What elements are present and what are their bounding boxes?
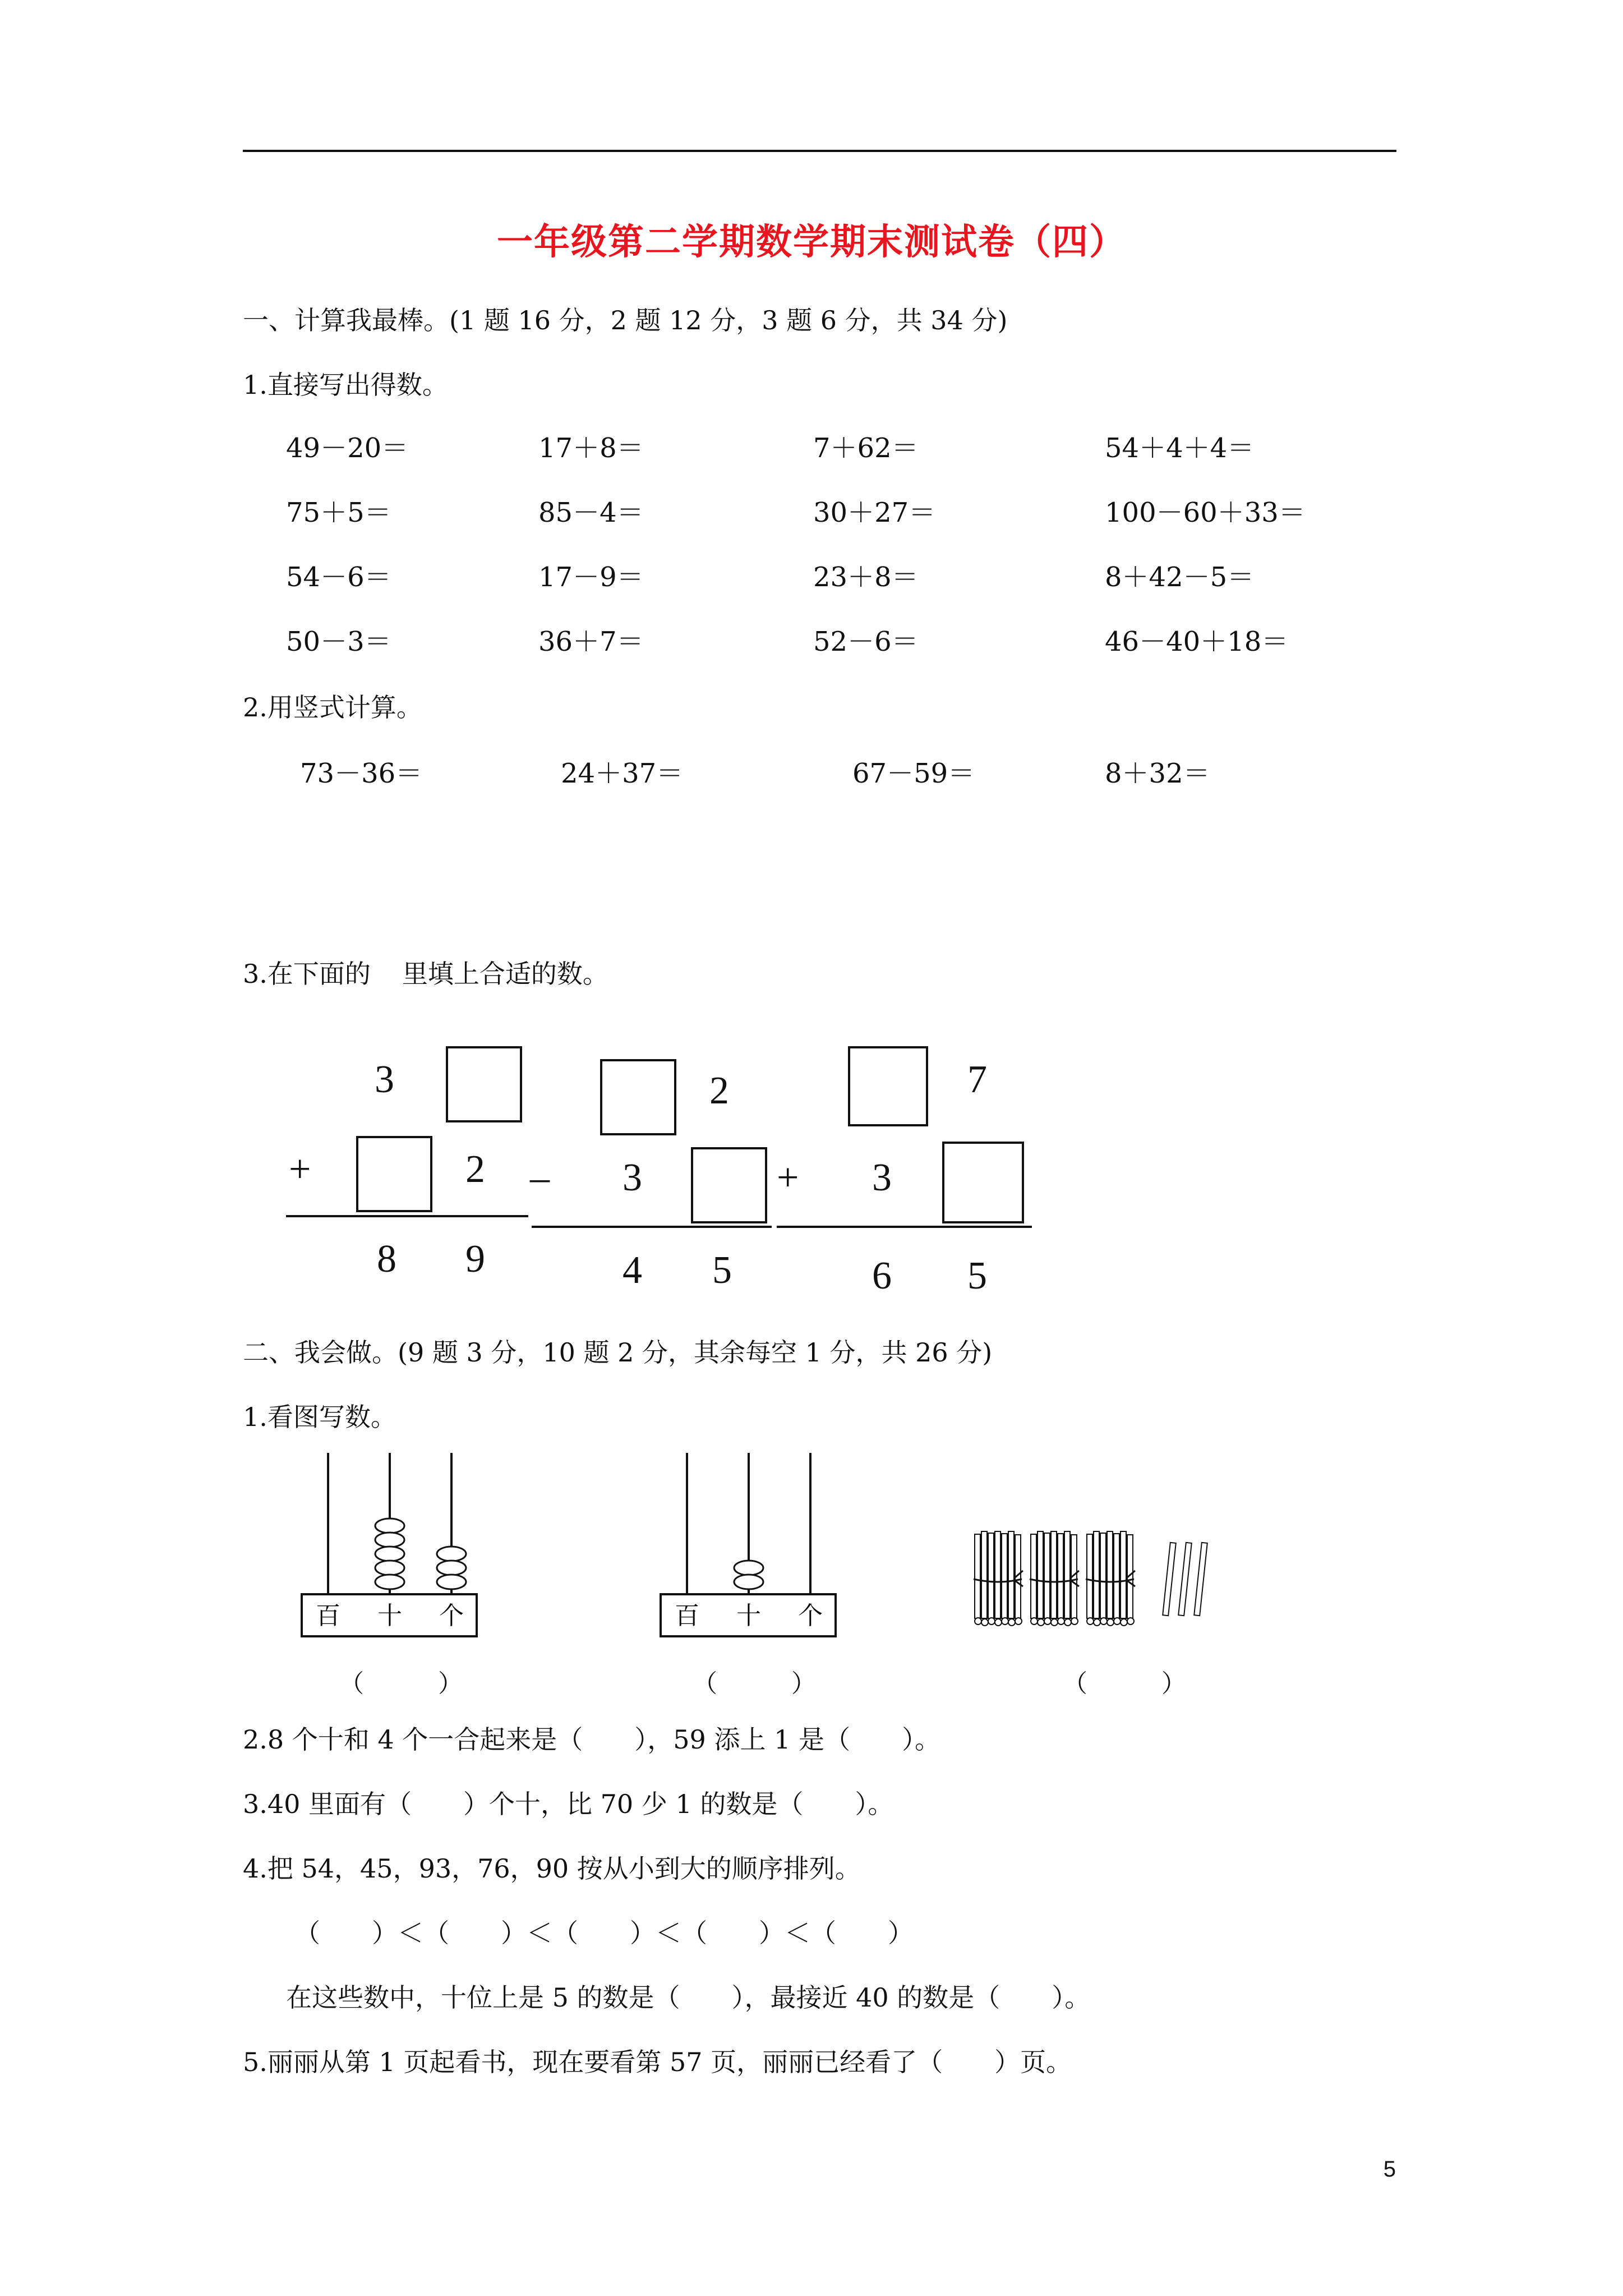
answer-box[interactable]	[942, 1142, 1024, 1223]
section1-heading: 一、计算我最棒。(1 题 16 分，2 题 12 分，3 题 6 分，共 34 分)	[243, 305, 1008, 335]
operator: +	[777, 1156, 799, 1199]
digit: 4	[623, 1249, 642, 1292]
s2-q4-order[interactable]: （ ）＜（ ）＜（ ）＜（ ）＜（ ）	[294, 1918, 914, 1948]
calc-item: 8＋42－5＝	[1105, 562, 1255, 593]
single-sticks-icon	[1163, 1543, 1207, 1616]
page-title: 一年级第二学期数学期末测试卷（四）	[497, 221, 1126, 263]
digit: 5	[712, 1249, 732, 1292]
calc-item: 7＋62＝	[813, 432, 919, 464]
digit: 6	[872, 1254, 892, 1297]
operator: –	[530, 1156, 550, 1199]
calc-item: 50－3＝	[286, 626, 391, 657]
calc-item: 85－4＝	[538, 497, 644, 528]
sum-line	[286, 1215, 528, 1217]
stick-bundle-icon	[1086, 1531, 1135, 1626]
calc-item: 75＋5＝	[286, 497, 391, 528]
s2-q3: 3.40 里面有（ ）个十，比 70 少 1 的数是（ ）。	[243, 1789, 894, 1819]
answer-box[interactable]	[446, 1046, 522, 1122]
s2-q5: 5.丽丽从第 1 页起看书，现在要看第 57 页，丽丽已经看了（ ）页。	[243, 2047, 1072, 2077]
digit: 3	[375, 1058, 394, 1101]
answer-box[interactable]	[691, 1147, 767, 1223]
section2-heading: 二、我会做。(9 题 3 分，10 题 2 分，其余每空 1 分，共 26 分)	[243, 1337, 993, 1368]
abacus-label-hundreds: 百	[316, 1602, 340, 1630]
answer-paren[interactable]: （ ）	[693, 1669, 816, 1698]
q3-label-before: 3.在下面的	[243, 959, 371, 989]
vertical-calc-item: 8＋32＝	[1105, 758, 1210, 789]
abacus-figure-2	[656, 1447, 841, 1644]
digit: 2	[465, 1148, 485, 1191]
difference-line	[532, 1226, 772, 1228]
calc-item: 17－9＝	[538, 562, 644, 593]
digit: 3	[623, 1156, 642, 1199]
abacus-figure-1	[297, 1447, 482, 1644]
digit: 5	[967, 1254, 987, 1297]
abacus-label-hundreds: 百	[675, 1602, 699, 1630]
s2-q4-label: 4.把 54，45，93，76，90 按从小到大的顺序排列。	[243, 1853, 861, 1884]
stick-bundle-icon	[1030, 1531, 1079, 1626]
calc-item: 36＋7＝	[538, 626, 644, 657]
stick-bundles-figure	[965, 1526, 1234, 1638]
abacus-label-tens: 十	[736, 1602, 761, 1630]
calc-item: 100－60＋33＝	[1105, 497, 1306, 528]
vertical-calc-item: 73－36＝	[300, 758, 423, 789]
abacus-label-tens: 十	[377, 1602, 402, 1630]
sum-line	[777, 1226, 1032, 1228]
stick-bundle-icon	[974, 1531, 1023, 1626]
digit: 7	[967, 1058, 987, 1101]
answer-box[interactable]	[848, 1046, 928, 1126]
calc-item: 52－6＝	[813, 626, 919, 657]
abacus-label-ones: 个	[439, 1602, 464, 1630]
digit: 2	[709, 1069, 729, 1112]
digit: 9	[465, 1237, 485, 1281]
abacus-label-ones: 个	[798, 1602, 823, 1630]
q3-label-after: 里填上合适的数。	[402, 959, 608, 989]
s2-q2: 2.8 个十和 4 个一合起来是（ ），59 添上 1 是（ ）。	[243, 1724, 940, 1755]
q3-label	[243, 954, 608, 991]
calc-item: 46－40＋18＝	[1105, 626, 1289, 657]
answer-box[interactable]	[600, 1059, 676, 1135]
page-number: 5	[1383, 2157, 1396, 2182]
header-rule	[243, 150, 1396, 152]
calc-item: 49－20＝	[286, 432, 409, 464]
blank-box-placeholder	[371, 956, 402, 983]
calc-item: 54＋4＋4＝	[1105, 432, 1255, 464]
calc-item: 54－6＝	[286, 562, 391, 593]
calc-item: 30＋27＝	[813, 497, 936, 528]
vertical-calc-item: 67－59＝	[852, 758, 975, 789]
digit: 8	[377, 1237, 396, 1281]
calc-item: 17＋8＝	[538, 432, 644, 464]
operator: +	[289, 1148, 311, 1191]
q2-label: 2.用竖式计算。	[243, 692, 422, 723]
answer-box[interactable]	[356, 1136, 432, 1212]
digit: 3	[872, 1156, 892, 1199]
calc-item: 23＋8＝	[813, 562, 919, 593]
answer-paren[interactable]: （ ）	[1063, 1669, 1186, 1698]
s2-q4-sub: 在这些数中，十位上是 5 的数是（ ），最接近 40 的数是（ ）。	[286, 1982, 1091, 2013]
s2-q1-label: 1.看图写数。	[243, 1402, 396, 1432]
answer-paren[interactable]: （ ）	[339, 1669, 463, 1698]
vertical-calc-item: 24＋37＝	[561, 758, 684, 789]
q1-label: 1.直接写出得数。	[243, 370, 448, 400]
